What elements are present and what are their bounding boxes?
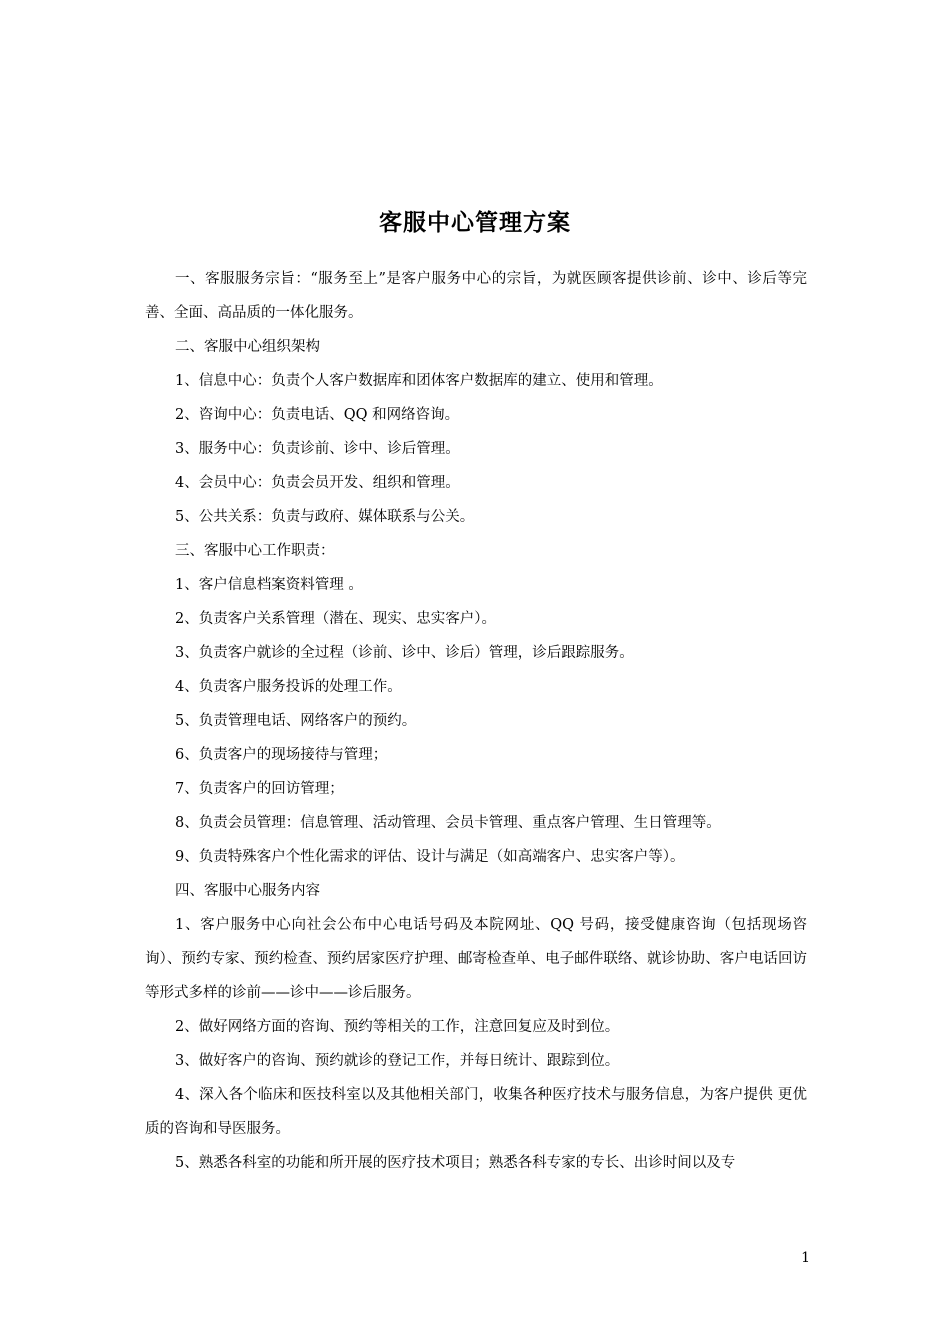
list-item: 3、做好客户的咨询、预约就诊的登记工作，并每日统计、跟踪到位。 xyxy=(175,1053,620,1069)
list-item: 4、会员中心：负责会员开发、组织和管理。 xyxy=(175,475,460,491)
list-item: 2、咨询中心：负责电话、QQ 和网络咨询。 xyxy=(175,407,460,423)
list-item: 4、负责客户服务投诉的处理工作。 xyxy=(175,679,402,695)
list-item: 8、负责会员管理：信息管理、活动管理、会员卡管理、重点客户管理、生日管理等。 xyxy=(175,815,721,831)
list-item: 9、负责特殊客户个性化需求的评估、设计与满足（如高端客户、忠实客户等）。 xyxy=(175,849,685,865)
list-item: 1、客户信息档案资料管理 。 xyxy=(175,577,363,593)
list-item: 5、负责管理电话、网络客户的预约。 xyxy=(175,713,417,729)
list-item: 3、服务中心：负责诊前、诊中、诊后管理。 xyxy=(175,441,460,457)
list-item: 5、公共关系：负责与政府、媒体联系与公关。 xyxy=(175,509,475,525)
list-item: 2、做好网络方面的咨询、预约等相关的工作，注意回复应及时到位。 xyxy=(175,1019,620,1035)
list-item: 1、信息中心：负责个人客户数据库和团体客户数据库的建立、使用和管理。 xyxy=(175,373,663,389)
paragraph-service-purpose: 一、客服服务宗旨：“服务至上”是客户服务中心的宗旨，为就医顾客提供诊前、诊中、诊后等完善、全面、高品质的一体化服务。 xyxy=(145,271,807,321)
list-item: 3、负责客户就诊的全过程（诊前、诊中、诊后）管理，诊后跟踪服务。 xyxy=(175,645,634,661)
list-item: 6、负责客户的现场接待与管理； xyxy=(175,747,388,763)
list-item: 2、负责客户关系管理（潜在、现实、忠实客户）。 xyxy=(175,611,496,627)
heading-responsibilities: 三、客服中心工作职责： xyxy=(175,543,335,559)
page-number: 1 xyxy=(801,1250,810,1266)
list-item: 5、熟悉各科室的功能和所开展的医疗技术项目；熟悉各科专家的专长、出诊时间以及专 xyxy=(175,1155,736,1171)
list-item: 7、负责客户的回访管理； xyxy=(175,781,344,797)
document-body xyxy=(145,262,807,1180)
list-item: 4、深入各个临床和医技科室以及其他相关部门，收集各种医疗技术与服务信息，为客户提供 更优质的咨询和导医服务。 xyxy=(145,1087,807,1137)
list-item: 1、客户服务中心向社会公布中心电话号码及本院网址、QQ 号码，接受健康咨询（包括现场咨 询）、预约专家、预约检查、预约居家医疗护理、邮寄检查单、电子邮件联络、就诊协助、客户电话回访等形式多样的诊前——诊中——诊后服务。 xyxy=(145,917,807,1001)
document-title: 客服中心管理方案 xyxy=(379,210,571,236)
heading-service-content: 四、客服中心服务内容 xyxy=(175,883,320,899)
heading-org-structure: 二、客服中心组织架构 xyxy=(175,339,320,355)
